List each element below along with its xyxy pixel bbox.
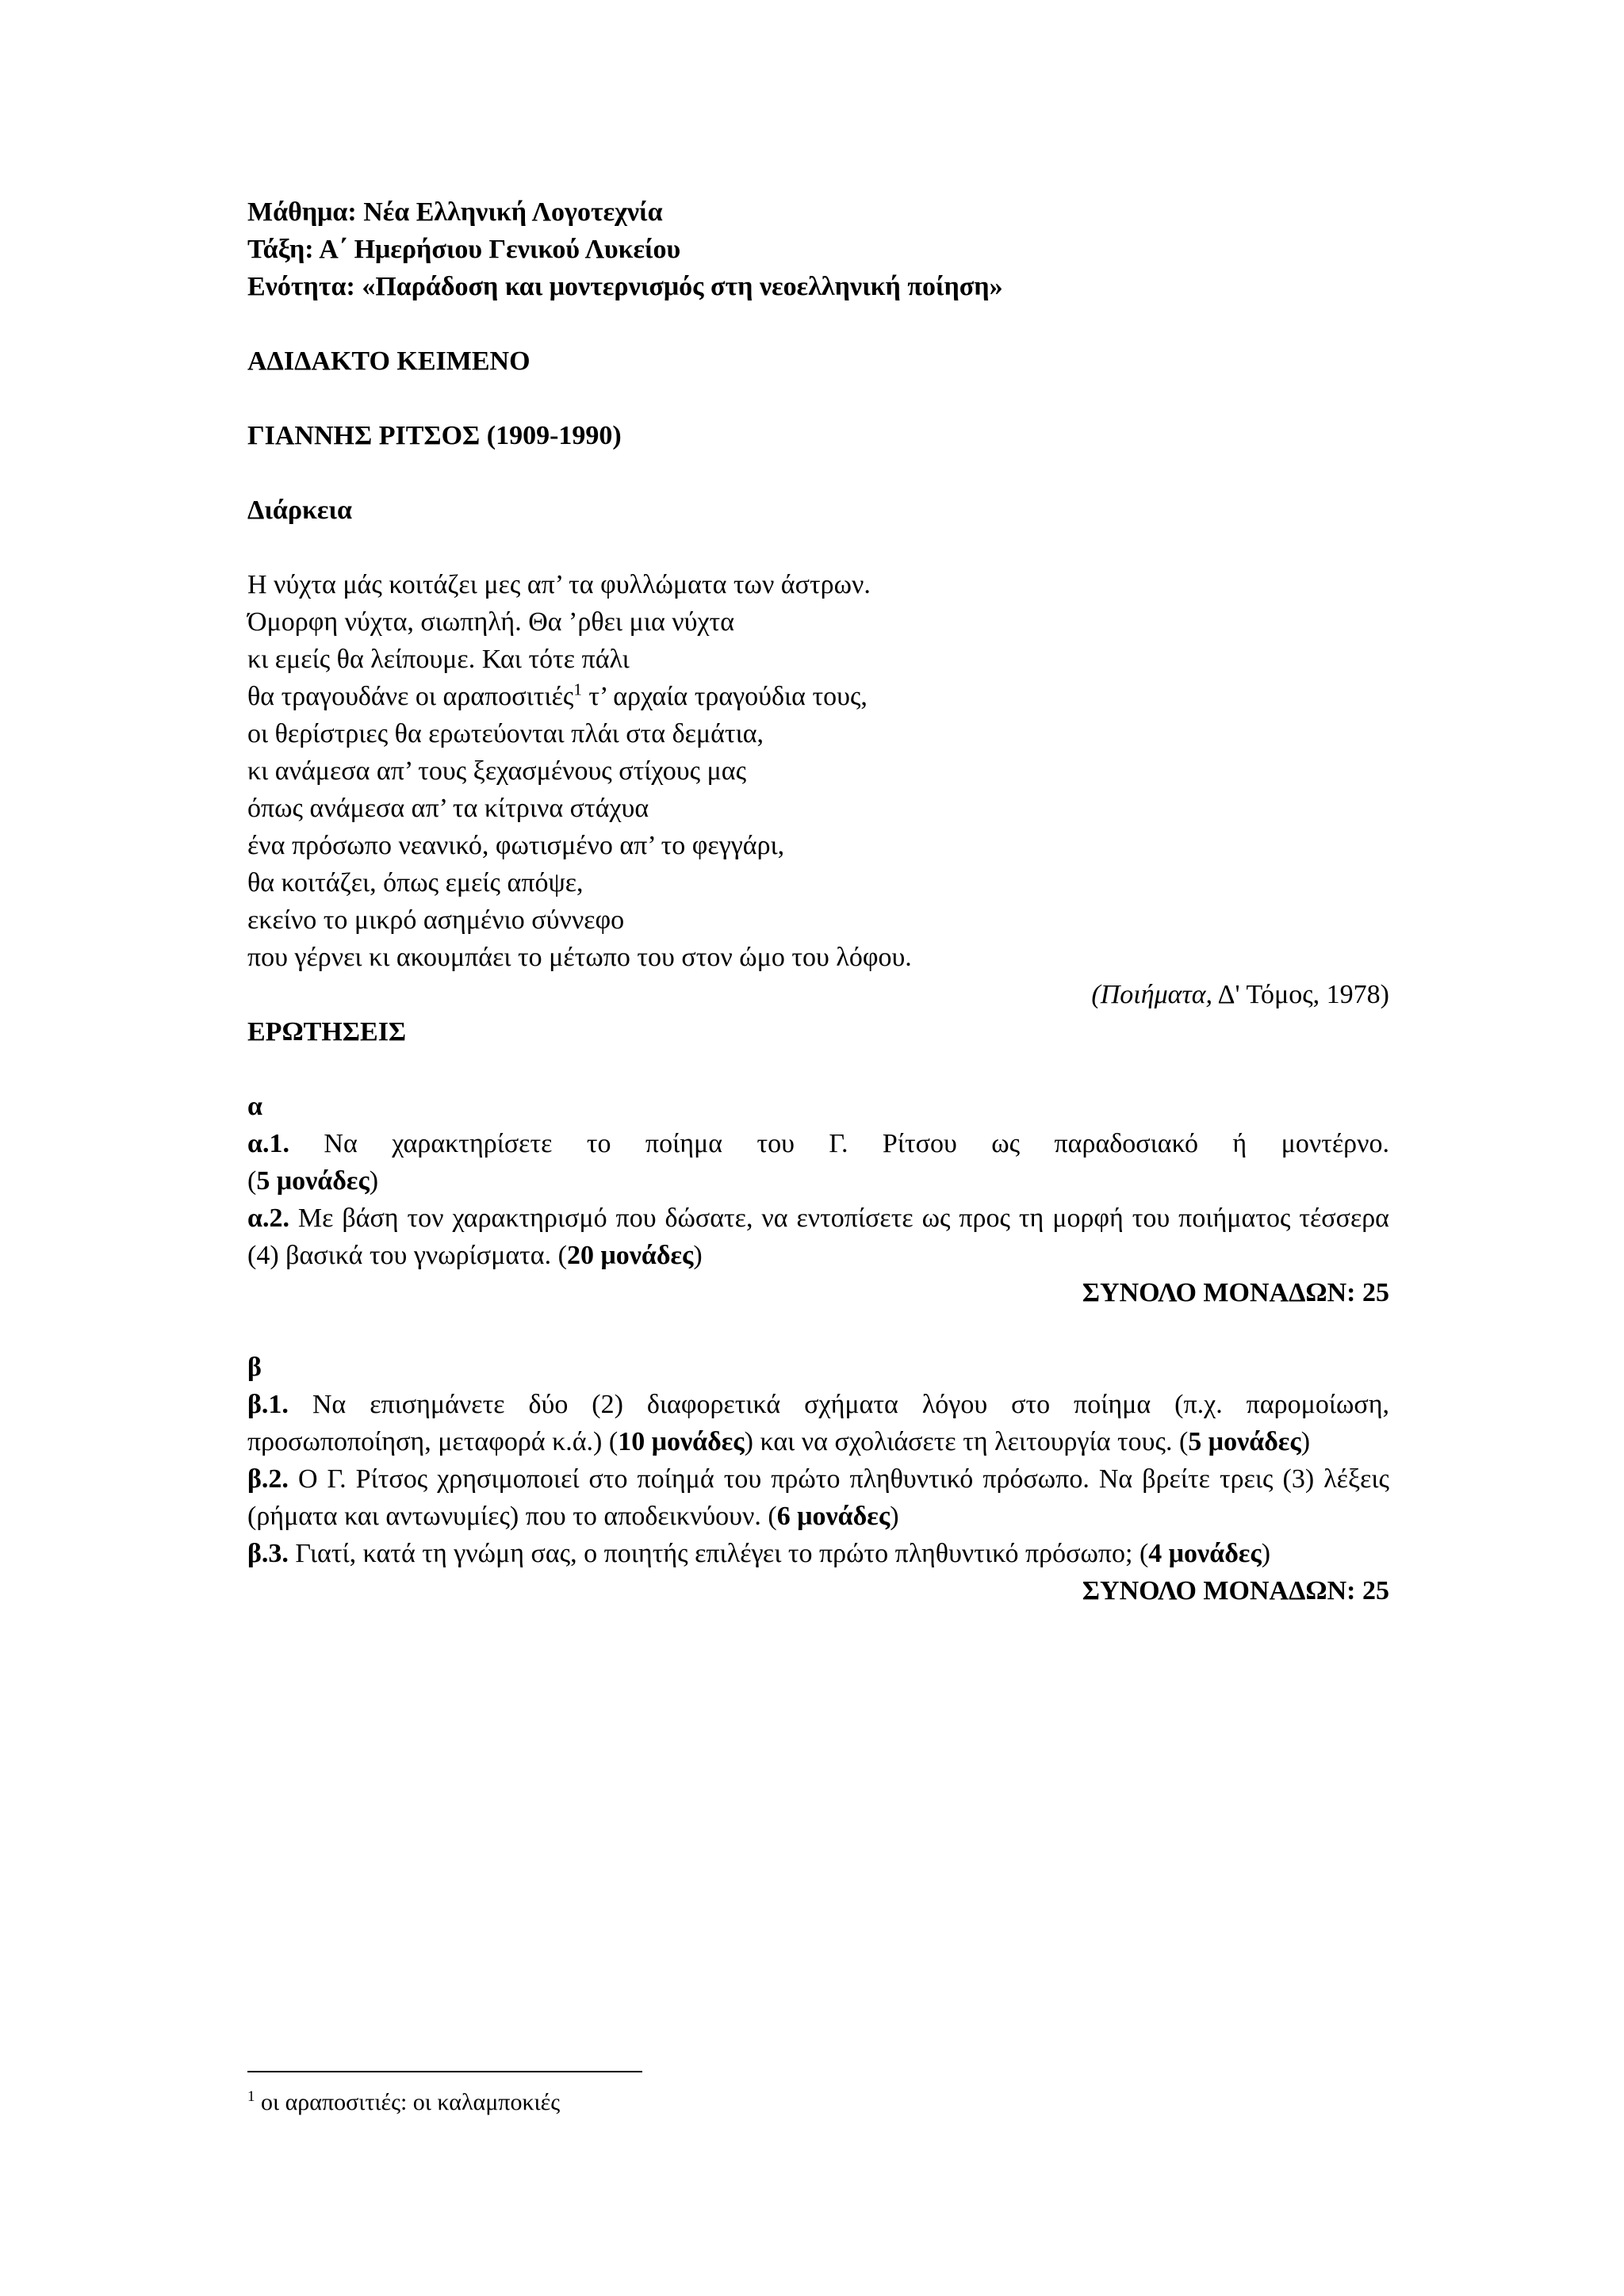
points-value: 5 μονάδες [1188, 1427, 1301, 1456]
points-value: 5 μονάδες [256, 1166, 370, 1196]
subject-line: Μάθημα: Νέα Ελληνική Λογοτεχνία [247, 197, 663, 227]
poem-line: κι εμείς θα λείπουμε. Και τότε πάλι [247, 645, 630, 674]
poem-line: που γέρνει κι ακουμπάει το μέτωπο του στον ώμο του λόφου. [247, 943, 912, 972]
poem-line: θα κοιτάζει, όπως εμείς απόψε, [247, 868, 584, 897]
footnote-marker: 1 [247, 2088, 255, 2105]
part-a-total: ΣΥΝΟΛΟ ΜΟΝΑΔΩΝ: 25 [1082, 1278, 1389, 1307]
question-a1-points [247, 1162, 1389, 1200]
question-number: α.2. [247, 1203, 289, 1233]
questions-heading: ΕΡΩΤΗΣΕΙΣ [247, 1017, 407, 1047]
poem-line-with-footnote [247, 678, 1389, 715]
author-heading: ΓΙΑΝΝΗΣ ΡΙΤΣΟΣ (1909-1990) [247, 421, 622, 450]
poem-line: κι ανάμεσα απ’ τους ξεχασμένους στίχους μας [247, 756, 747, 786]
poem-line-tail: τ’ αρχαία τραγούδια τους, [581, 682, 868, 711]
poem-source [247, 976, 1389, 1013]
question-number: β.1. [247, 1390, 289, 1419]
paren: ) [369, 1166, 379, 1196]
question-b1 [247, 1386, 1389, 1460]
source-details: Δ' Τόμος, 1978) [1212, 980, 1389, 1009]
poem-line: όπως ανάμεσα απ’ τα κίτρινα στάχυα [247, 794, 649, 823]
question-a2 [247, 1200, 1389, 1274]
question-text-cont: ) και να σχολιάσετε τη λειτουργία τους. ( [744, 1427, 1189, 1456]
section-label: ΑΔΙΔΑΚΤΟ ΚΕΙΜΕΝΟ [247, 346, 530, 376]
paren: ) [693, 1241, 703, 1270]
paren: ) [890, 1502, 899, 1531]
poem-line: Η νύχτα μάς κοιτάζει μες απ’ τα φυλλώματα των άστρων. [247, 570, 871, 599]
footnote-ref: 1 [573, 679, 582, 699]
points-value: 6 μονάδες [776, 1502, 891, 1531]
question-text: Γιατί, κατά τη γνώμη σας, ο ποιητής επιλέγει το πρώτο πληθυντικό πρόσωπο; ( [288, 1539, 1149, 1568]
unit-line: Ενότητα: «Παράδοση και μοντερνισμός στη νεοελληνική ποίηση» [247, 272, 1003, 301]
poem-body [247, 566, 1389, 976]
question-text: Ο Γ. Ρίτσος χρησιμοποιεί στο ποίημά του πρώτο πληθυντικό πρόσωπο. Να βρείτε τρεις (3) λέξεις (ρήματα και αντωνυμίες) που το αποδεικνύουν. ( [247, 1464, 1389, 1531]
paren: ( [247, 1166, 257, 1196]
question-text: Να επισημάνετε δύο (2) διαφορετικά σχήματα λόγου στο ποίημα (π.χ. παρομοίωση, προσωποποίηση, μεταφορά κ.ά.) ( [247, 1390, 1389, 1456]
question-number: β.2. [247, 1464, 289, 1494]
question-a1 [247, 1125, 1389, 1162]
poem-line: Όμορφη νύχτα, σιωπηλή. Θα ’ρθει μια νύχτα [247, 607, 735, 637]
part-b-label: β [247, 1353, 262, 1382]
document-page [247, 193, 1389, 1609]
question-text: Να χαρακτηρίσετε το ποίημα του Γ. Ρίτσου ως παραδοσιακό ή μοντέρνο. [289, 1129, 1389, 1158]
footnote-separator [247, 2071, 642, 2072]
question-number: α.1. [247, 1129, 289, 1158]
paren: ) [1261, 1539, 1271, 1568]
poem-line: ένα πρόσωπο νεανικό, φωτισμένο απ’ το φεγγάρι, [247, 831, 785, 860]
paren: ) [1300, 1427, 1311, 1456]
part-b-total: ΣΥΝΟΛΟ ΜΟΝΑΔΩΝ: 25 [1082, 1576, 1389, 1605]
question-number: β.3. [247, 1539, 289, 1568]
source-title: (Ποιήματα, [1091, 980, 1213, 1009]
points-value: 20 μονάδες [566, 1241, 694, 1270]
question-b3 [247, 1535, 1389, 1572]
points-value: 4 μονάδες [1148, 1539, 1262, 1568]
points-value: 10 μονάδες [618, 1427, 745, 1456]
footnote-text: οι αραποσιτιές: οι καλαμποκιές [255, 2089, 561, 2115]
part-a-label: α [247, 1092, 262, 1121]
poem-line: εκείνο το μικρό ασημένιο σύννεφο [247, 905, 625, 935]
class-line: Τάξη: Α΄ Ημερήσιου Γενικού Λυκείου [247, 235, 681, 264]
poem-line-text: θα τραγουδάνε οι αραποσιτιές [247, 682, 574, 711]
poem-title: Διάρκεια [247, 496, 352, 525]
footnote [247, 2087, 560, 2118]
question-text: Με βάση τον χαρακτηρισμό που δώσατε, να εντοπίσετε ως προς τη μορφή του ποιήματος τέσσερα (4) βασικά του γνωρίσματα. ( [247, 1203, 1389, 1270]
question-b2 [247, 1460, 1389, 1535]
poem-line: οι θερίστριες θα ερωτεύονται πλάι στα δεμάτια, [247, 719, 764, 748]
